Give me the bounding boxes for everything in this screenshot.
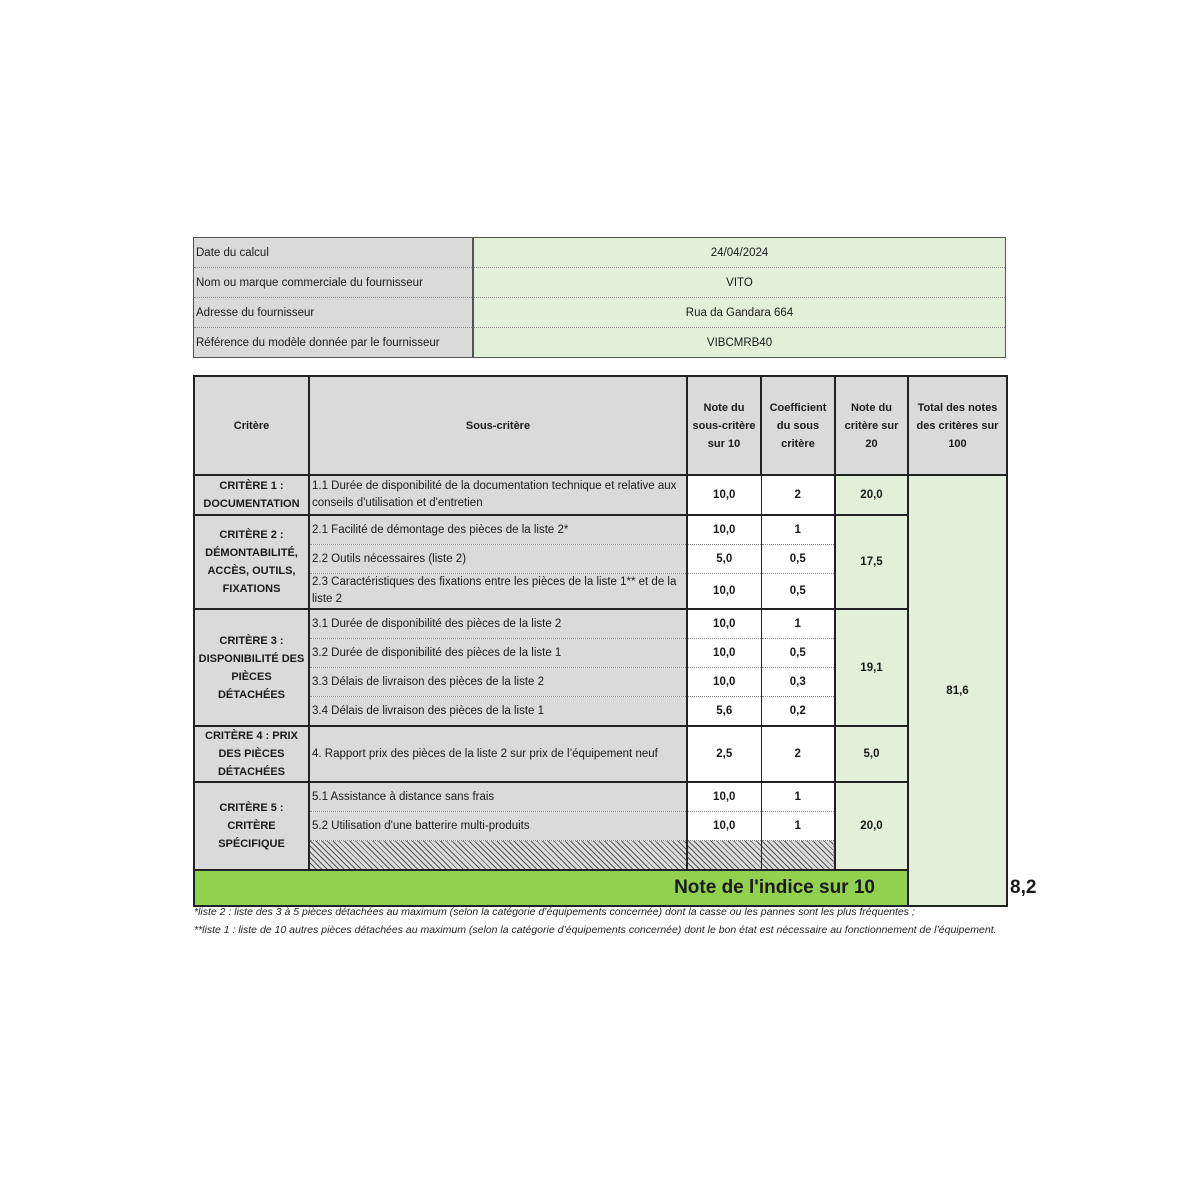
coef-5-1: 1 xyxy=(761,782,835,812)
info-value[interactable]: VIBCMRB40 xyxy=(473,328,1006,358)
coef-3-2: 0,5 xyxy=(761,639,835,668)
note-3-4[interactable]: 5,6 xyxy=(687,697,761,727)
header-note-critere: Note du critère sur 20 xyxy=(835,376,908,475)
criterion-2-score: 17,5 xyxy=(835,515,908,609)
footnote-liste-1: **liste 1 : liste de 10 autres pièces détachées au maximum (selon la catégorie d’équipements concernée) dont le bon état est nécessaire au fonctionnement de l’équipement. xyxy=(194,924,997,936)
final-row: Note de l'indice sur 10 8,2 xyxy=(194,870,1007,906)
coef-1-1: 2 xyxy=(761,475,835,515)
coef-2-2: 0,5 xyxy=(761,545,835,574)
subcriterion-3-4: 3.4 Délais de livraison des pièces de la liste 1 xyxy=(309,697,687,727)
criterion-2-label: CRITÈRE 2 : DÉMONTABILITÉ, ACCÈS, OUTILS, FIXATIONS xyxy=(194,515,309,609)
scoring-table xyxy=(193,375,1037,907)
coef-2-3: 0,5 xyxy=(761,574,835,610)
info-value[interactable]: VITO xyxy=(473,268,1006,298)
info-value[interactable]: Rua da Gandara 664 xyxy=(473,298,1006,328)
info-label: Référence du modèle donnée par le fournisseur xyxy=(194,328,474,358)
subcriterion-2-2: 2.2 Outils nécessaires (liste 2) xyxy=(309,545,687,574)
note-3-1[interactable]: 10,0 xyxy=(687,609,761,639)
subcriterion-2-3: 2.3 Caractéristiques des fixations entre les pièces de la liste 1** et de la liste 2 xyxy=(309,574,687,610)
table-row xyxy=(194,609,1007,639)
subcriterion-5-1: 5.1 Assistance à distance sans frais xyxy=(309,782,687,812)
note-3-2[interactable]: 10,0 xyxy=(687,639,761,668)
info-label: Date du calcul xyxy=(194,238,474,268)
info-label: Adresse du fournisseur xyxy=(194,298,474,328)
criterion-3-label: CRITÈRE 3 : DISPONIBILITÉ DES PIÈCES DÉTACHÉES xyxy=(194,609,309,726)
info-value[interactable]: 24/04/2024 xyxy=(473,238,1006,268)
criterion-1-label: CRITÈRE 1 : DOCUMENTATION xyxy=(194,475,309,515)
header-coefficient: Coefficient du sous critère xyxy=(761,376,835,475)
info-row xyxy=(194,298,1006,328)
criterion-4-score: 5,0 xyxy=(835,726,908,782)
note-3-3[interactable]: 10,0 xyxy=(687,668,761,697)
header-row xyxy=(194,376,1007,475)
coef-2-1: 1 xyxy=(761,515,835,545)
table-row xyxy=(194,475,1007,515)
coef-4: 2 xyxy=(761,726,835,782)
criterion-3-score: 19,1 xyxy=(835,609,908,726)
header-note-sous-critere: Note du sous-critère sur 10 xyxy=(687,376,761,475)
subcriterion-4: 4. Rapport prix des pièces de la liste 2 sur prix de l’équipement neuf xyxy=(309,726,687,782)
header-sous-critere: Sous-critère xyxy=(309,376,687,475)
coef-3-3: 0,3 xyxy=(761,668,835,697)
criterion-1-score: 20,0 xyxy=(835,475,908,515)
criterion-5-score: 20,0 xyxy=(835,782,908,870)
coef-3-1: 1 xyxy=(761,609,835,639)
note-5-1[interactable]: 10,0 xyxy=(687,782,761,812)
subcriterion-3-1: 3.1 Durée de disponibilité des pièces de la liste 2 xyxy=(309,609,687,639)
table-row xyxy=(194,726,1007,782)
subcriterion-2-1: 2.1 Facilité de démontage des pièces de la liste 2* xyxy=(309,515,687,545)
coef-3-4: 0,2 xyxy=(761,697,835,727)
table-row xyxy=(194,782,1007,812)
note-2-1[interactable]: 10,0 xyxy=(687,515,761,545)
header-critere: Critère xyxy=(194,376,309,475)
info-row xyxy=(194,328,1006,358)
note-2-3[interactable]: 10,0 xyxy=(687,574,761,610)
footnotes xyxy=(194,903,1006,939)
empty-hatched-cell xyxy=(687,841,761,871)
coef-5-2: 1 xyxy=(761,812,835,841)
subcriterion-1-1: 1.1 Durée de disponibilité de la documentation technique et relative aux conseils d'utilisation et d'entretien xyxy=(309,475,687,515)
table-row xyxy=(194,515,1007,545)
supplier-info-table xyxy=(193,237,1006,358)
note-4[interactable]: 2,5 xyxy=(687,726,761,782)
header-total: Total des notes des critères sur 100 xyxy=(908,376,1007,475)
info-row xyxy=(194,268,1006,298)
note-2-2[interactable]: 5,0 xyxy=(687,545,761,574)
subcriterion-3-3: 3.3 Délais de livraison des pièces de la liste 2 xyxy=(309,668,687,697)
footnote-liste-2: *liste 2 : liste des 3 à 5 pièces détachées au maximum (selon la catégorie d’équipements concernée) dont la casse ou les pannes sont les plus fréquentes ; xyxy=(194,906,915,918)
note-5-2[interactable]: 10,0 xyxy=(687,812,761,841)
empty-hatched-cell xyxy=(761,841,835,871)
criterion-4-label: CRITÈRE 4 : PRIX DES PIÈCES DÉTACHÉES xyxy=(194,726,309,782)
final-score-label: Note de l'indice sur 10 xyxy=(194,870,908,906)
note-1-1[interactable]: 10,0 xyxy=(687,475,761,515)
info-row xyxy=(194,238,1006,268)
empty-hatched-cell xyxy=(309,841,687,871)
criterion-5-label: CRITÈRE 5 : CRITÈRE SPÉCIFIQUE xyxy=(194,782,309,870)
info-label: Nom ou marque commerciale du fournisseur xyxy=(194,268,474,298)
total-score: 81,6 xyxy=(908,475,1007,906)
subcriterion-3-2: 3.2 Durée de disponibilité des pièces de la liste 1 xyxy=(309,639,687,668)
subcriterion-5-2: 5.2 Utilisation d'une batterire multi-produits xyxy=(309,812,687,841)
